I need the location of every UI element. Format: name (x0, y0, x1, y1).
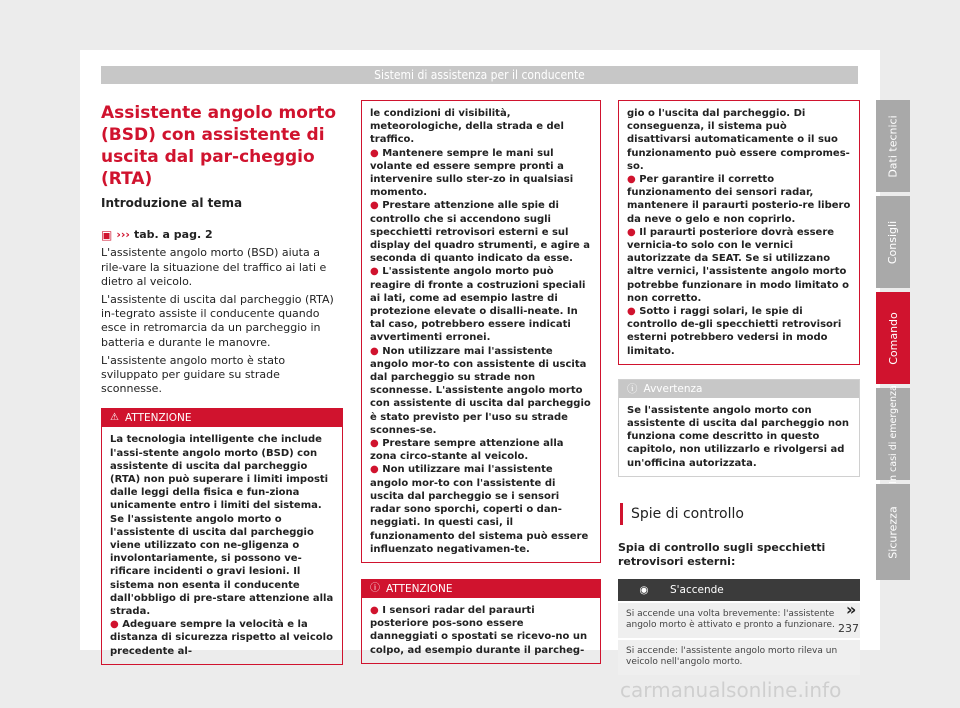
paragraph: L'assistente angolo morto (BSD) aiuta a rile-vare la situazione del traffico ai lati e dietro al veicolo. (101, 246, 327, 288)
reference-text: tab. a pag. 2 (133, 228, 213, 242)
side-tab-label: Dati tecnici (886, 114, 900, 178)
bullet-text: Prestare sempre attenzione alla zona circo-stante al veicolo. (370, 438, 564, 463)
bullet-text: I sensori radar del paraurti posteriore pos-sono essere danneggiati o spostati se ricevo-no un colpo, ad esempio durante il parcheg- (370, 604, 588, 656)
section-title-text: Spie di controllo (631, 505, 744, 522)
side-tab-label: In casi di emergenza (887, 384, 899, 484)
bullet-text: Per garantire il corretto funzionamento dei sensori radar, mantenere il paraurti posterio-re libero da neve o gelo e non coprirlo. (627, 174, 851, 225)
info-icon: ⓘ (627, 382, 638, 395)
caution-bullet (627, 173, 851, 226)
bullet-icon: ● (370, 345, 383, 357)
page-number: 237 (838, 622, 859, 635)
column-2 (361, 100, 601, 664)
bullet-icon: ● (110, 619, 123, 631)
side-tab-dati-tecnici[interactable] (876, 100, 910, 192)
page-reference[interactable] (101, 228, 343, 242)
side-tab-label: Comando (886, 311, 900, 365)
bullet-text: Mantenere sempre le mani sul volante ed essere sempre pronti a intervenire sullo ster-zo in qualsiasi momento. (370, 147, 574, 199)
bullet-icon: ● (370, 200, 383, 212)
caution-header (362, 580, 600, 598)
caution-body (362, 598, 600, 663)
table-header-label: S'accende (670, 583, 724, 596)
bullet-icon: ● (370, 266, 383, 278)
chevrons-icon: ››› (116, 228, 130, 242)
topic-subtitle: Introduzione al tema (101, 196, 243, 210)
section-title-bar (620, 503, 623, 525)
caution-body (619, 101, 859, 364)
indicator-table (618, 579, 860, 675)
warning-text: La tecnologia intelligente che include l'assi-stente angolo morto (BSD) con assistente di uscita dal parcheggio (RTA) non può superare i limiti imposti dalle leggi della fisica e fun-ziona unicamente entro i limiti del sistema. Se l'assistente angolo morto o l'assistente di uscita dal parcheggio viene utilizzato con ne-gligenza o involontariamente, si possono ve-rificare incidenti o gravi lesioni. Il sistema non esenta il conducente dall'obbligo di pre-stare attenzione alla strada. (110, 434, 334, 618)
column-3 (618, 100, 860, 675)
warning-bullet (370, 147, 592, 200)
warning-lead: le condizioni di visibilità, meteorologiche, della strada e del traffico. (370, 108, 564, 146)
side-tab-sicurezza[interactable] (876, 484, 910, 580)
warning-box-continued (361, 100, 601, 563)
bullet-text: Non utilizzare mai l'assistente angolo mor-to con l'assistente di uscita dal parcheggio se i sensori radar sono sporchi, coperti o dan-neggiati. In questi casi, il funzionamento del sistema può essere influenzato negativamen-te. (370, 464, 589, 555)
bullet-text: L'assistente angolo morto può reagire di fronte a costruzioni speciali ai lati, come ad esempio lastre di protezione elevate o disalli-neate. In tal caso, potrebbero essere indicati avvertimenti erronei. (370, 266, 586, 344)
warning-body (102, 427, 342, 663)
bullet-icon: ● (627, 226, 640, 238)
warning-bullet (370, 265, 592, 344)
bullet-icon: ● (370, 604, 383, 616)
section-title (618, 491, 860, 533)
watermark: carmanualsonline.info (620, 678, 842, 702)
warning-title: ATTENZIONE (124, 412, 192, 425)
bullet-icon: ● (370, 147, 383, 159)
warning-bullet (370, 199, 592, 265)
continue-marker: » (846, 600, 857, 619)
warning-box (101, 408, 343, 664)
note-box (618, 379, 860, 477)
warning-bullet (370, 437, 592, 463)
warning-body (362, 101, 600, 562)
warning-bullet (370, 463, 592, 555)
bullet-text: Adeguare sempre la velocità e la distanza di sicurezza rispetto al veicolo precedente al- (110, 619, 333, 657)
caution-bullet (370, 604, 592, 657)
page-header: Sistemi di assistenza per il conducente (101, 66, 858, 84)
side-tab-comando[interactable] (876, 292, 910, 384)
paragraph: L'assistente di uscita dal parcheggio (RTA) in-tegrato assiste il conducente quando esce in retromarcia da un parcheggio in batteria e durante le manovre. (101, 293, 334, 349)
side-tab-consigli[interactable] (876, 196, 910, 288)
section-heading: Assistente angolo morto (BSD) con assistente di uscita dal par-cheggio (RTA) (101, 103, 337, 189)
side-tab-label: Sicurezza (886, 505, 900, 559)
bullet-icon: ● (370, 464, 383, 476)
bullet-text: Sotto i raggi solari, le spie di controllo de-gli specchietti retrovisori esterni potrebbero vedersi in modo limitato. (627, 306, 842, 357)
mirror-indicator-icon: ◉ (639, 583, 649, 596)
note-text: Se l'assistente angolo morto con assistente di uscita dal parcheggio non funziona come descritto in questo capitolo, non utilizzarlo e rivolgersi ad un'officina autorizzata. (627, 404, 849, 469)
bullet-text: Non utilizzare mai l'assistente angolo mor-to con assistente di uscita dal parcheggio su strade non sconnesse. L'assistente angolo morto con assistente di uscita dal parcheggio è stato previsto per l'uso su strade sconnes-se. (370, 345, 591, 436)
car-icon: ▣ (101, 228, 113, 243)
caution-bullet (627, 305, 851, 358)
bullet-icon: ● (627, 306, 640, 318)
side-tab-emergenza[interactable] (876, 384, 910, 484)
warning-triangle-icon: ⚠ (110, 412, 119, 424)
caution-lead: gio o l'uscita dal parcheggio. Di conseguenza, il sistema può disattivarsi automaticamente o il suo funzionamento può essere compromes-so. (627, 108, 850, 172)
bullet-text: Prestare attenzione alle spie di controllo che si accendono sugli specchietti retrovisori esterni e sul display del quadro strumenti, e agire a seconda di quanto indicato da esse. (370, 200, 591, 265)
column-1 (101, 100, 343, 665)
side-tab-label: Consigli (886, 220, 900, 264)
caution-bullet (627, 226, 851, 305)
note-header (619, 380, 859, 398)
note-title: Avvertenza (643, 382, 703, 395)
bullet-icon: ● (370, 438, 383, 450)
bullet-icon: ● (627, 174, 640, 186)
table-row: Si accende una volta brevemente: l'assistente angolo morto è attivato e pronto a funzionare. (618, 601, 860, 638)
caution-circle-icon: ⓘ (370, 582, 380, 594)
table-intro: Spia di controllo sugli specchietti retrovisori esterni: (618, 540, 826, 568)
warning-bullet (110, 618, 334, 658)
bullet-text: Il paraurti posteriore dovrà essere vernicia-to solo con le vernici autorizzate da SEAT. Se si utilizzano altre vernici, l'assistente angolo morto potrebbe funzionare in modo limitato o non corretto. (627, 226, 849, 304)
paragraph: L'assistente angolo morto è stato sviluppato per guidare su strade sconnesse. (101, 353, 286, 396)
table-row: Si accende: l'assistente angolo morto rileva un veicolo nell'angolo morto. (618, 638, 860, 675)
caution-box (361, 579, 601, 664)
warning-bullet (370, 345, 592, 437)
warning-header (102, 409, 342, 427)
table-header (618, 579, 860, 601)
caution-title: ATTENZIONE (386, 582, 453, 595)
caution-box-continued (618, 100, 860, 365)
